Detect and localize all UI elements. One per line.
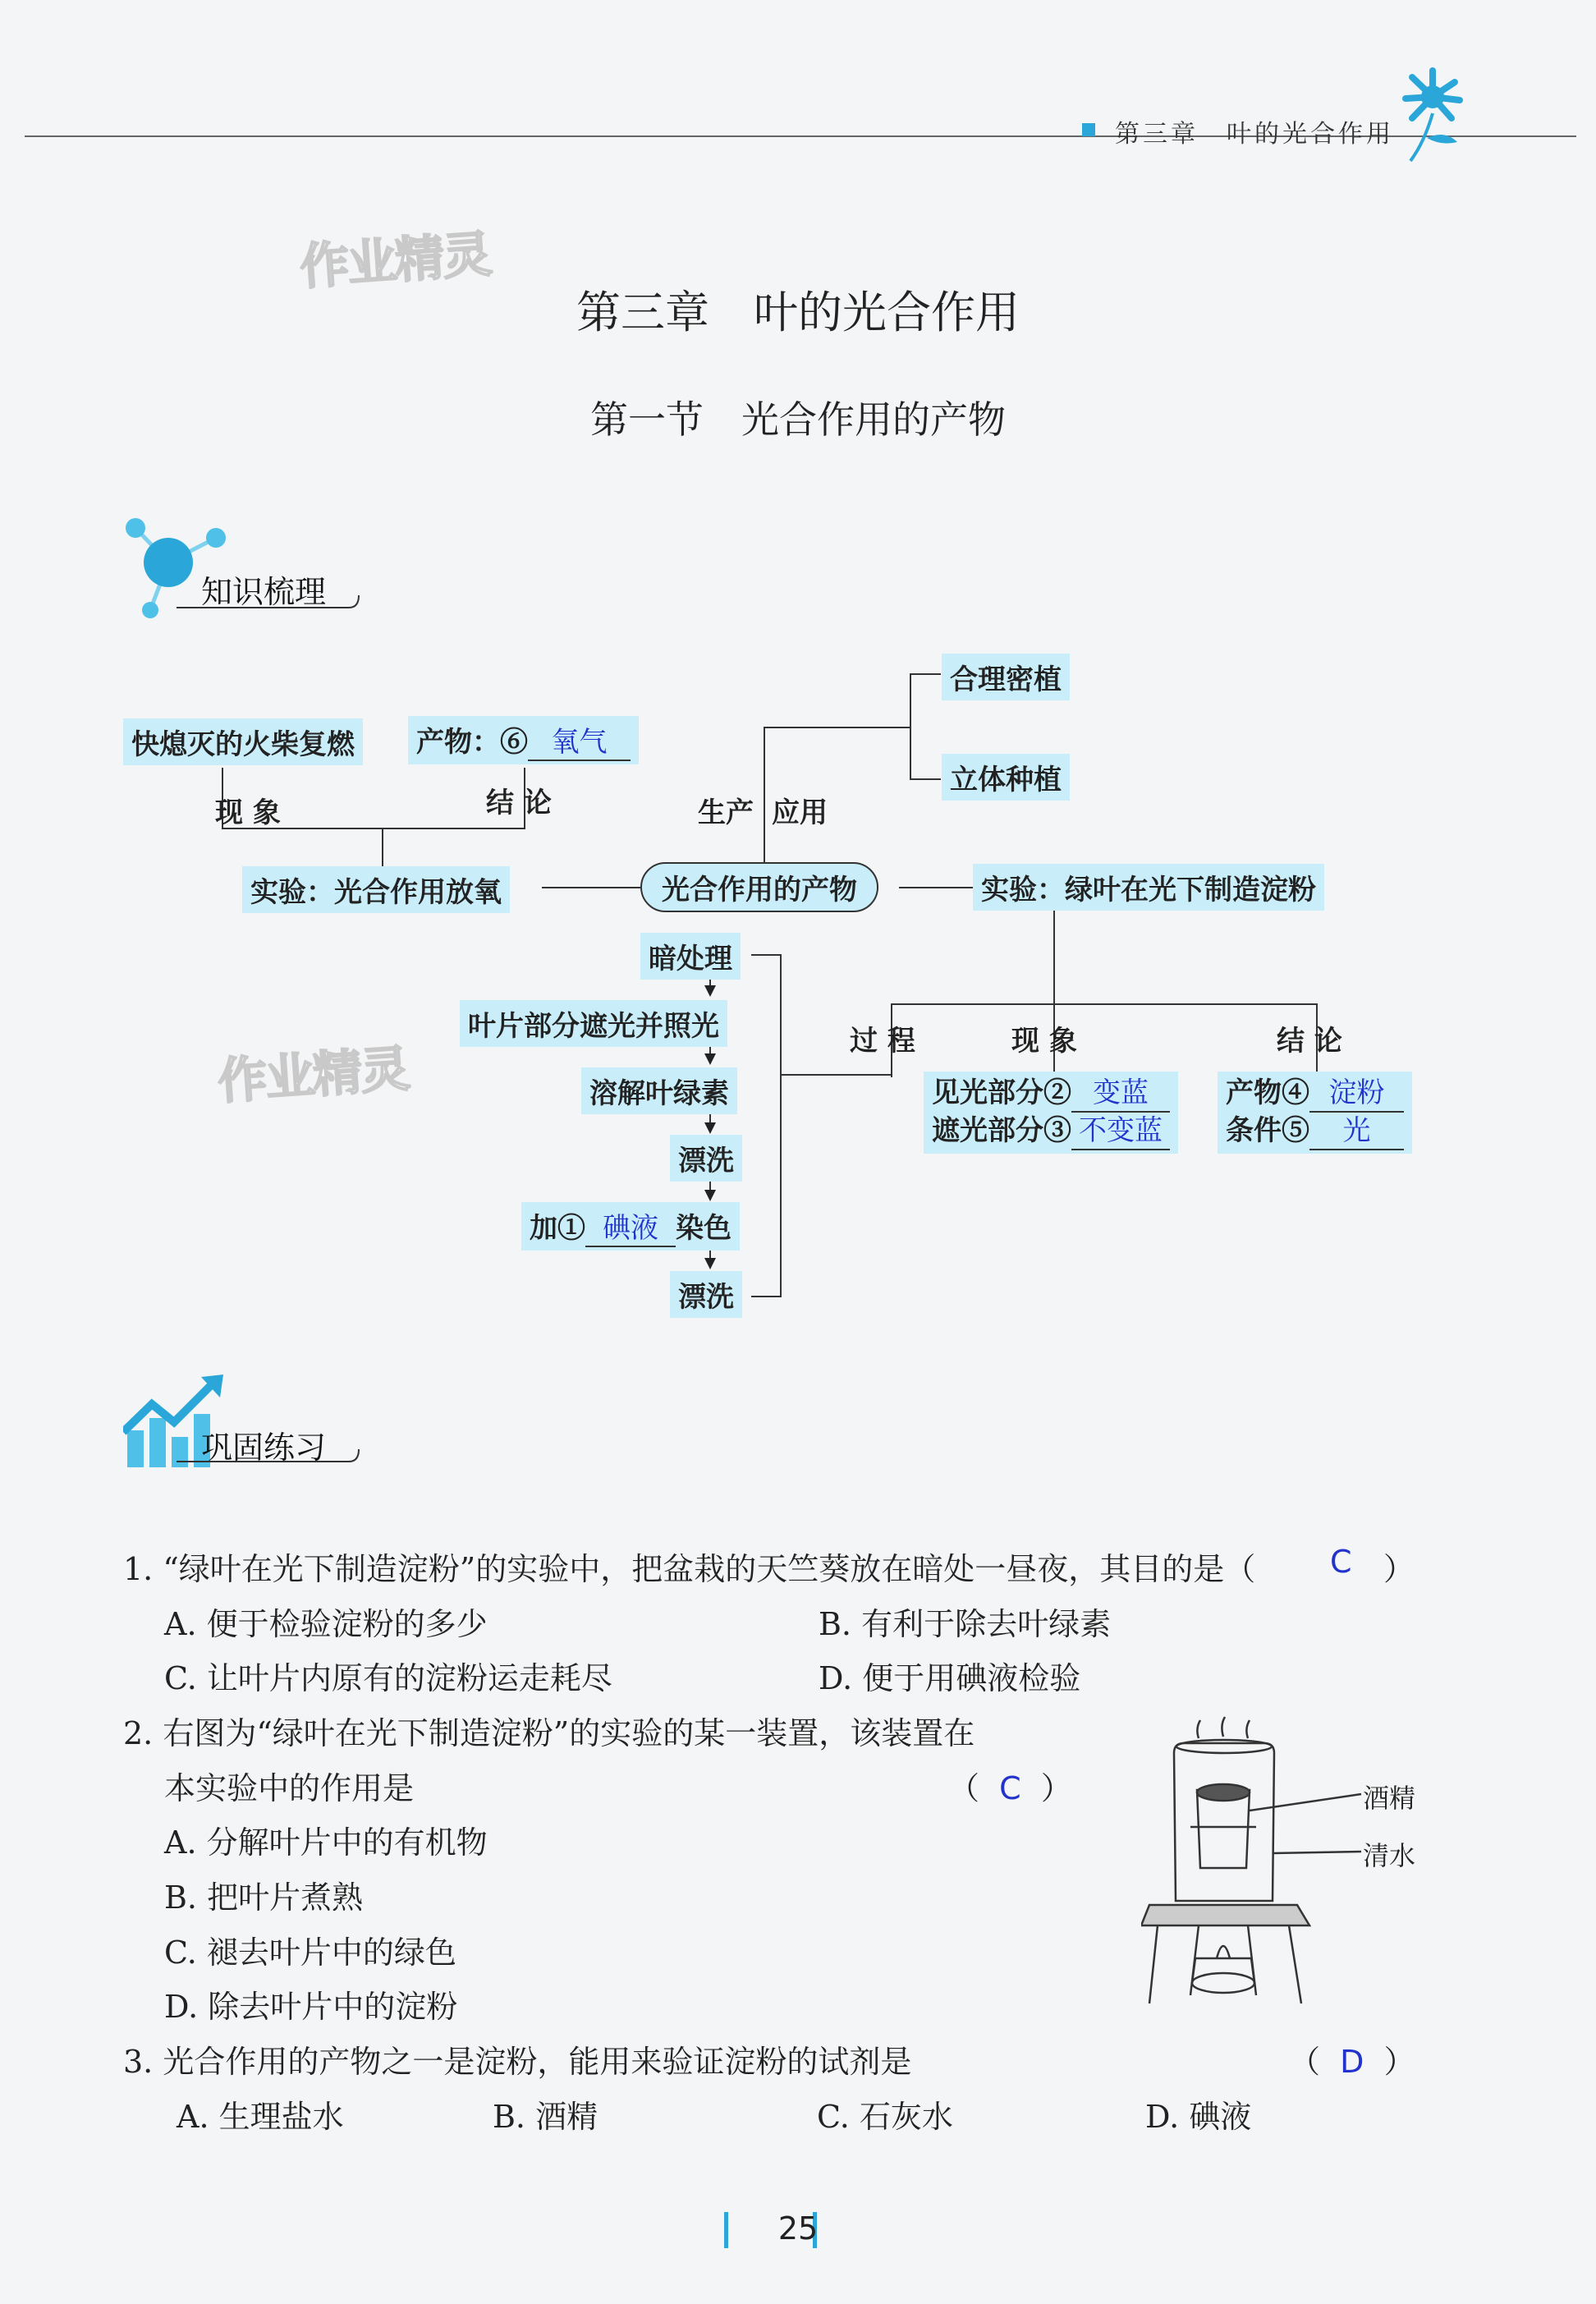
phenomenon-box: 快熄灭的火柴复燃 bbox=[123, 718, 363, 765]
answer-iodine: 碘液 bbox=[603, 1212, 658, 1245]
label-production: 生产 bbox=[698, 796, 754, 829]
section-title: 第一节 光合作用的产物 bbox=[590, 397, 1006, 442]
arrow-down-icon bbox=[704, 985, 716, 997]
line bbox=[764, 727, 765, 862]
running-header: 第三章 叶的光合作用 bbox=[1115, 120, 1394, 149]
label-process: 过 程 bbox=[850, 1025, 915, 1058]
q3-option-c: C. 石灰水 bbox=[817, 2099, 953, 2135]
line bbox=[910, 673, 941, 675]
q1-close-paren: ） bbox=[1383, 1551, 1415, 1587]
heading-underline bbox=[177, 1449, 365, 1466]
answer-light: 光 bbox=[1342, 1114, 1371, 1147]
q1-answer: C bbox=[1330, 1544, 1352, 1580]
q2-paren: （ C ） bbox=[948, 1770, 1072, 1806]
page-number: 25 bbox=[777, 2210, 819, 2247]
q1-option-d: D. 便于用碘液检验 bbox=[819, 1660, 1081, 1696]
q2-stem-line1: 2. 右图为“绿叶在光下制造淀粉”的实验的某一装置，该装置在 bbox=[123, 1715, 975, 1751]
q3-answer: D bbox=[1340, 2044, 1364, 2080]
figure-label-water: 清水 bbox=[1363, 1840, 1416, 1871]
phenomenon-result-box: 见光部分② 变蓝 遮光部分③ 不变蓝 bbox=[924, 1072, 1178, 1154]
q2-option-b: B. 把叶片煮熟 bbox=[164, 1879, 364, 1916]
q1-option-a: A. 便于检验淀粉的多少 bbox=[164, 1606, 488, 1642]
q3-option-a: A. 生理盐水 bbox=[177, 2099, 344, 2135]
line bbox=[751, 954, 782, 956]
step-rinse: 漂洗 bbox=[670, 1135, 742, 1182]
q3-stem: 3. 光合作用的产物之一是淀粉，能用来验证淀粉的试剂是 bbox=[123, 2044, 912, 2080]
heading-underline bbox=[177, 595, 365, 612]
q3-paren: （ D ） bbox=[1289, 2044, 1415, 2080]
center-node: 光合作用的产物 bbox=[640, 862, 878, 912]
app-layered-planting: 立体种植 bbox=[942, 754, 1070, 801]
answer-starch: 淀粉 bbox=[1328, 1076, 1385, 1109]
conclusion-result-box: 产物④ 淀粉 条件⑤ 光 bbox=[1218, 1072, 1412, 1154]
q1-stem: 1. “绿叶在光下制造淀粉”的实验中，把盆栽的天竺葵放在暗处一昼夜，其目的是（ bbox=[123, 1551, 1256, 1587]
arrow-down-icon bbox=[704, 1258, 716, 1269]
line bbox=[780, 954, 782, 1297]
step-stain: 加① 碘液 染色 bbox=[521, 1202, 740, 1251]
figure-label-alcohol: 酒精 bbox=[1363, 1783, 1416, 1814]
label-conclusion-2: 结 论 bbox=[1277, 1025, 1342, 1058]
answer-turns-blue: 变蓝 bbox=[1093, 1076, 1149, 1109]
label-conclusion: 结 论 bbox=[486, 787, 552, 819]
watermark: 作业精灵 bbox=[216, 1040, 410, 1111]
arrow-down-icon bbox=[704, 1122, 716, 1134]
q2-stem-line2: 本实验中的作用是 bbox=[164, 1770, 415, 1806]
line bbox=[764, 727, 911, 728]
line bbox=[542, 887, 640, 888]
q2-option-d: D. 除去叶片中的淀粉 bbox=[164, 1989, 458, 2025]
q2-option-c: C. 褪去叶片中的绿色 bbox=[164, 1935, 456, 1971]
step-dark: 暗处理 bbox=[640, 933, 741, 980]
line bbox=[899, 887, 973, 888]
arrow-down-icon bbox=[704, 1190, 716, 1201]
q2-answer: C bbox=[999, 1770, 1021, 1806]
answer-not-blue: 不变蓝 bbox=[1079, 1114, 1163, 1147]
left-experiment: 实验：光合作用放氧 bbox=[242, 866, 510, 913]
q1-option-b: B. 有利于除去叶绿素 bbox=[819, 1606, 1112, 1642]
step-rinse-2: 漂洗 bbox=[670, 1271, 742, 1318]
q3-option-d: D. 碘液 bbox=[1145, 2099, 1252, 2135]
q3-option-b: B. 酒精 bbox=[493, 2099, 598, 2135]
product-box: 产物：⑥ 氧气 bbox=[408, 716, 639, 764]
step-shade: 叶片部分遮光并照光 bbox=[460, 1000, 727, 1047]
chapter-title: 第三章 叶的光合作用 bbox=[576, 287, 1020, 338]
line bbox=[910, 673, 911, 780]
header-marker bbox=[1082, 123, 1095, 136]
app-dense-planting: 合理密植 bbox=[942, 654, 1070, 700]
label-phenomenon-2: 现 象 bbox=[1011, 1025, 1077, 1058]
step-dissolve: 溶解叶绿素 bbox=[581, 1067, 737, 1114]
label-application: 应用 bbox=[772, 796, 828, 829]
line bbox=[382, 828, 383, 869]
line bbox=[891, 1003, 1318, 1005]
q2-option-a: A. 分解叶片中的有机物 bbox=[164, 1824, 488, 1861]
arrow-down-icon bbox=[704, 1053, 716, 1065]
line bbox=[751, 1296, 782, 1297]
line bbox=[910, 778, 941, 780]
q1-option-c: C. 让叶片内原有的淀粉运走耗尽 bbox=[164, 1660, 612, 1696]
practice-heading: 巩固练习 bbox=[201, 1430, 327, 1466]
line bbox=[782, 1074, 892, 1076]
flower-icon bbox=[1387, 64, 1478, 167]
watermark: 作业精灵 bbox=[298, 225, 493, 296]
answer-oxygen: 氧气 bbox=[551, 726, 608, 759]
knowledge-heading: 知识梳理 bbox=[201, 574, 327, 610]
label-phenomenon: 现 象 bbox=[215, 796, 281, 829]
right-experiment: 实验：绿叶在光下制造淀粉 bbox=[973, 864, 1324, 911]
